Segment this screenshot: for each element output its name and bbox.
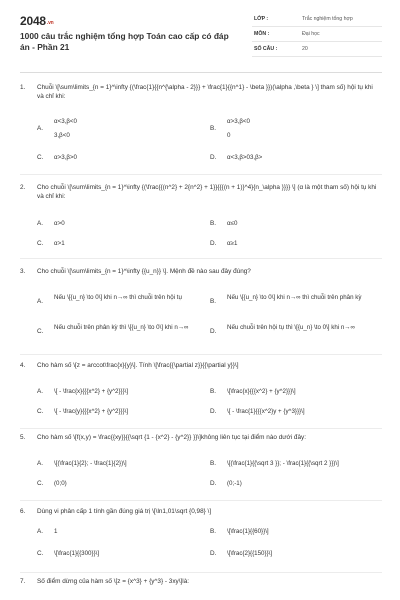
question-4	[20, 362, 382, 424]
option-letter: D.	[210, 408, 217, 415]
option-letter: B.	[210, 388, 217, 395]
question-5	[20, 434, 382, 496]
question-text: Số điểm dừng của hàm số \[z = {x^3} + {y^3} - 3xy\]là:	[37, 578, 190, 585]
option-text: \[(\frac{1}{2}; - \frac{1}{2})\]	[54, 460, 127, 467]
question-text: Chuỗi \[\sum\limits_{n = 1}^\infty {(\frac{1}{{n^{\alpha - 2}}} + \frac{1}{{n^1} - \beta }})(\alpha ,\beta } \] tham số) hội tụ khi và chỉ khi:	[37, 84, 373, 100]
option-letter: C.	[37, 154, 44, 161]
meta-value: 20	[302, 46, 308, 52]
meta-label: MÔN :	[254, 31, 270, 37]
brand-suffix: .vn	[46, 20, 54, 26]
option-text: α≥1	[227, 240, 238, 247]
header-divider	[20, 72, 382, 73]
option-letter: B.	[210, 460, 217, 467]
option-text: α>3,β>0	[54, 154, 77, 161]
option-text: Nếu chuỗi trên phân kỳ thì \[{u_n} \to 0\] khi n→∞	[54, 324, 189, 331]
question-text: Cho hàm số \[f(x,y) = \frac{{xy}}{{\sqrt {1 - {x^2} - {y^2}} }}\]không liên tục tại điểm nào dưới đây:	[37, 434, 307, 441]
option-text: \[(\frac{1}{{\sqrt 3 }}; - \frac{1}{{\sqrt 2 }})\]	[227, 460, 339, 467]
option-line: 0	[227, 131, 231, 139]
meta-row-subject	[252, 27, 382, 42]
meta-label: LỚP :	[254, 16, 269, 22]
question-divider	[20, 428, 382, 429]
option-text: (0;-1)	[227, 480, 242, 487]
question-divider	[20, 354, 382, 355]
question-number: 1.	[20, 84, 26, 91]
meta-value: Trắc nghiệm tổng hợp	[302, 16, 353, 22]
option-text: \[\frac{x}{{{x^2} + {y^2}}}\]	[227, 388, 296, 395]
option-text	[54, 118, 184, 140]
question-divider	[20, 258, 382, 259]
question-1	[20, 84, 382, 164]
option-text: \[\frac{1}{{60}}\]	[227, 528, 269, 535]
question-3	[20, 268, 382, 350]
question-text: Cho chuỗi \[\sum\limits_{n = 1}^\infty {{u_n}} \]. Mệnh đề nào sau đây đúng?	[37, 268, 251, 275]
option-letter: C.	[37, 240, 44, 247]
option-text: \[ - \frac{y}{{{x^2} + {y^2}}}\]	[54, 408, 129, 415]
option-text: (0;0)	[54, 480, 67, 487]
option-letter: A.	[37, 388, 44, 395]
question-number: 6.	[20, 508, 26, 515]
option-letter: C.	[37, 480, 44, 487]
question-6	[20, 508, 382, 570]
option-text: Nếu chuỗi trên hội tụ thì \[{u_n} \to 0\] khi n→∞	[227, 324, 355, 331]
question-number: 2.	[20, 184, 26, 191]
option-letter: A.	[37, 220, 44, 227]
question-text: Dùng vi phân cấp 1 tính gần đúng giá trị \[\ln1,01\sqrt {0,98} \]	[37, 508, 212, 515]
option-letter: A.	[37, 298, 44, 305]
question-text: Cho chuỗi \[\sum\limits_{n = 1}^\infty {(\frac{{(n^2} + 2{n^2} + 1}}{{{(n + 1)}^4}{n_\alpha }}}} \] (α là một tham số) hội tụ khi và chỉ khi:	[37, 184, 377, 200]
option-text: Nếu \[{u_n} \to 0\] khi n→∞ thì chuỗi trên phân kỳ	[227, 294, 362, 301]
option-letter: A.	[37, 125, 44, 132]
option-text: \[\frac{2}{{150}}\]	[227, 550, 273, 557]
question-number: 3.	[20, 268, 26, 275]
meta-row-count	[252, 42, 382, 57]
question-divider	[20, 174, 382, 175]
option-text: \[ - \frac{1}{{{x^2}y + {y^3}}}\]	[227, 408, 305, 415]
option-text	[227, 118, 357, 140]
option-line: α<3,β<0	[54, 118, 77, 125]
meta-value: Đại học	[302, 31, 320, 37]
question-divider	[20, 500, 382, 501]
option-letter: B.	[210, 528, 217, 535]
option-text: 1	[54, 528, 58, 535]
option-line: α>3,β<0	[227, 118, 250, 125]
question-text: Cho hàm số \[z = arccot\frac{x}{y}\]. Tính \[\frac{{\partial z}}{{\partial y}}\]	[37, 362, 239, 369]
question-number: 5.	[20, 434, 26, 441]
question-number: 4.	[20, 362, 26, 369]
option-letter: C.	[37, 408, 44, 415]
option-text: α>0	[54, 220, 65, 227]
option-letter: D.	[210, 154, 217, 161]
question-divider	[20, 572, 382, 573]
document-header	[20, 12, 382, 68]
option-text: α>1	[54, 240, 65, 247]
option-text: α≤0	[227, 220, 238, 227]
option-letter: D.	[210, 328, 217, 335]
option-letter: B.	[210, 125, 217, 132]
option-letter: D.	[210, 550, 217, 557]
option-letter: B.	[210, 298, 217, 305]
site-logo[interactable]	[20, 14, 54, 28]
option-text: α<3,β>03,β>	[227, 154, 263, 161]
document-meta	[252, 12, 382, 57]
question-2	[20, 184, 382, 254]
option-letter: A.	[37, 460, 44, 467]
question-number: 7.	[20, 578, 26, 585]
option-letter: D.	[210, 480, 217, 487]
option-letter: A.	[37, 528, 44, 535]
option-letter: C.	[37, 328, 44, 335]
option-text: \[ - \frac{x}{{{x^2} + {y^2}}}\]	[54, 388, 129, 395]
option-letter: B.	[210, 220, 217, 227]
option-text: \[\frac{1}{{300}}\]	[54, 550, 100, 557]
brand-name: 2048	[20, 14, 46, 28]
meta-row-class	[252, 12, 382, 27]
option-letter: D.	[210, 240, 217, 247]
meta-label: SỐ CÂU :	[254, 46, 278, 52]
option-text: Nếu \[{u_n} \to 0\] khi n→∞ thì chuỗi trên hội tụ	[54, 294, 182, 301]
document-title: 1000 câu trắc nghiệm tổng hợp Toán cao cấp có đáp án - Phần 21	[20, 31, 229, 52]
option-line: 3,β<0	[54, 131, 70, 139]
option-letter: C.	[37, 550, 44, 557]
question-7	[20, 578, 382, 596]
